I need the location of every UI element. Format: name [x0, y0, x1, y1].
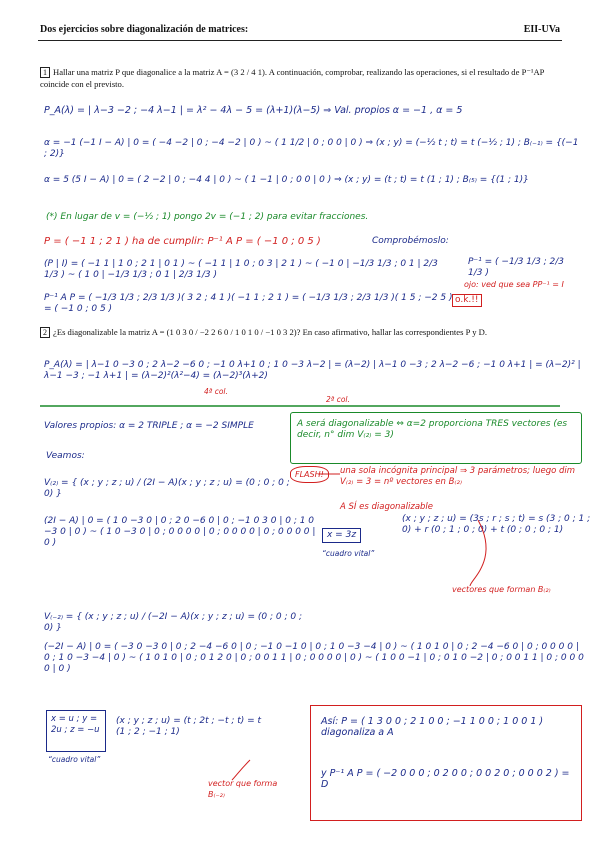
- product-check: P⁻¹ A P = ( −1/3 1/3 ; 2/3 1/3 )( 3 2 ; 4 1 )( −1 1 ; 2 1 ) = ( −1/3 1/3 ; 2/3 1/3 )( 1 5 ; −2 5 ) = ( −1 0 ; 0 5 ): [44, 293, 453, 314]
- eigenvalues-2: Valores propios: α = 2 TRIPLE ; α = −2 SIMPLE: [44, 421, 254, 431]
- answer-diagonal: y P⁻¹ A P = ( −2 0 0 0 ; 0 2 0 0 ; 0 0 2 0 ; 0 0 0 2 ) = D: [321, 768, 570, 790]
- document-title: Dos ejercicios sobre diagonalización de matrices:: [40, 24, 249, 35]
- gauss-eigenvalue-2: (2I − A) | 0 = ( 1 0 −3 0 | 0 ; 2 0 −6 0 | 0 ; −1 0 3 0 | 0 ; 1 0 −3 0 | 0 ) ~ ( 1 0 −3 0 | 0 ; 0 0 0 0 | 0 ; 0 0 0 0 | 0 ; 0 0 0 0 | 0 ): [44, 516, 316, 548]
- char-polynomial-1: P_A(λ) = | λ−3 −2 ; −4 λ−1 | = λ² − 4λ − 5 = (λ+1)(λ−5) ⇒ Val. propios α = −1 , α = 5: [44, 105, 463, 116]
- column-2-note: 2ª col.: [326, 395, 350, 404]
- diagonalizable-result: A SÍ es diagonalizable: [340, 502, 434, 512]
- fraction-note: (*) En lugar de v = (−½ ; 1) pongo 2v = (−1 ; 2) para evitar fracciones.: [46, 212, 369, 222]
- check-note: ojo: ved que sea PP⁻¹ = I: [464, 280, 564, 289]
- p-inverse: P⁻¹ = ( −1/3 1/3 ; 2/3 1/3 ): [468, 257, 565, 278]
- parametrization-2: (x ; y ; z ; u) = (3s ; r ; s ; t) = s (3 ; 0 ; 1 ; 0) + r (0 ; 1 ; 0 ; 0) + t (0 ; 0 ; 0 ; 1): [402, 514, 591, 535]
- diagonalizable-condition: A será diagonalizable ⇔ α=2 proporciona TRES vectores (es decir, n° dim V₍₂₎ = 3): [297, 419, 568, 440]
- p-matrix-statement: P = ( −1 1 ; 2 1 ) ha de cumplir: P⁻¹ A P = ( −1 0 ; 0 5 ): [44, 236, 321, 247]
- cuadro-vital-label-minus2: “cuadro vital”: [48, 755, 101, 764]
- course-label: EII-UVa: [523, 24, 560, 35]
- exercise-2-text: ¿Es diagonalizable la matriz A = (1 0 3 0 / −2 2 6 0 / 1 0 1 0 / −1 0 3 2)? En caso afirmativo, hallar las correspondientes P y D.: [53, 327, 488, 337]
- answer-p-matrix: Así: P = ( 1 3 0 0 ; 2 1 0 0 ; −1 1 0 0 ; 1 0 0 1 ) diagonaliza a A: [321, 716, 544, 738]
- inverse-computation: (P | I) = ( −1 1 | 1 0 ; 2 1 | 0 1 ) ~ ( −1 1 | 1 0 ; 0 3 | 2 1 ) ~ ( −1 0 | −1/3 1/3 ; 0 1 | 2/3 1/3 ) ~ ( 1 0 | −1/3 1/3 ; 0 1 | 2/3 1/3 ): [44, 259, 438, 280]
- parametrization-minus2: (x ; y ; z ; u) = (t ; 2t ; −t ; t) = t (1 ; 2 ; −1 ; 1): [116, 716, 262, 737]
- char-polynomial-2: P_A(λ) = | λ−1 0 −3 0 ; 2 λ−2 −6 0 ; −1 0 λ+1 0 ; 1 0 −3 λ−2 | = (λ−2) | λ−1 0 −3 ; 2 λ−2 −6 ; −1 0 λ+1 | = (λ−2)² | λ−1 −3 ; −1 λ+1 | = (λ−2)²(λ²−4) = (λ−2)³(λ+2): [44, 360, 581, 381]
- exercise-1-number: 1: [40, 67, 50, 78]
- column-4-note: 4ª col.: [204, 387, 228, 396]
- eigenvalue-minus1-computation: α = −1 (−1 I − A) | 0 = ( −4 −2 | 0 ; −4 −2 | 0 ) ~ ( 1 1/2 | 0 ; 0 0 | 0 ) ⇒ (x ; y) = (−½ t ; t) = t (−½ ; 1) ; B₍₋₁₎ = {(−1 ; 2)}: [44, 138, 579, 159]
- gauss-eigenvalue-minus2: (−2I − A) | 0 = ( −3 0 −3 0 | 0 ; 2 −4 −6 0 | 0 ; −1 0 −1 0 | 0 ; 1 0 −3 −4 | 0 ) ~ ( 1 0 1 0 | 0 ; 2 −4 −6 0 | 0 ; 0 0 0 0 | 0 ; 1 0 −3 −4 | 0 ) ~ ( 1 0 1 0 | 0 ; 0 1 2 0 | 0 ; 0 0 1 1 | 0 ; 0 0 0 0 | 0 ) ~ ( 1 0 0 −1 | 0 ; 0 1 0 −2 | 0 ; 0 0 1 1 | 0 ; 0 0 0 0 | 0 ): [44, 642, 584, 674]
- basis-2-label: vectores que forman B₍₂₎: [452, 585, 551, 594]
- eigenspace-2-definition: V₍₂₎ = { (x ; y ; z ; u) / (2I − A)(x ; y ; z ; u) = (0 ; 0 ; 0 ; 0) }: [44, 478, 290, 499]
- basis-minus2-label: vector que forma B₍₋₂₎: [208, 779, 278, 799]
- ok-badge: o.k.!!: [452, 294, 482, 307]
- basis-minus2-arrow: [232, 760, 250, 780]
- check-label: Comprobémoslo:: [372, 236, 449, 246]
- exercise-1-text: Hallar una matriz P que diagonalice a la matriz A = (3 2 / 4 1). A continuación, comprobar, realizando las operaciones, si el resultado de P⁻¹AP coincide con el previsto.: [40, 67, 545, 89]
- exercise-2-number: 2: [40, 327, 50, 338]
- flash-badge: FLASH!: [290, 466, 329, 483]
- basis-2-arrow: [470, 520, 486, 586]
- eigenspace-minus2-definition: V₍₋₂₎ = { (x ; y ; z ; u) / (−2I − A)(x ; y ; z ; u) = (0 ; 0 ; 0 ; 0) }: [44, 612, 302, 633]
- cuadro-vital-label-2: “cuadro vital”: [322, 549, 375, 558]
- flash-note: una sola incógnita principal ⇒ 3 parámetros; luego dim V₍₂₎ = 3 = nº vectores en B₍₂₎: [340, 466, 576, 487]
- eigenvalue-5-computation: α = 5 (5 I − A) | 0 = ( 2 −2 | 0 ; −4 4 | 0 ) ~ ( 1 −1 | 0 ; 0 0 | 0 ) ⇒ (x ; y) = (t ; t) = t (1 ; 1) ; B₍₅₎ = {(1 ; 1)}: [44, 175, 529, 185]
- cuadro-vital-2: x = 3z: [322, 528, 361, 543]
- veamos-label: Veamos:: [46, 451, 85, 461]
- cuadro-vital-minus2: x = u ; y = 2u ; z = −u: [51, 714, 100, 735]
